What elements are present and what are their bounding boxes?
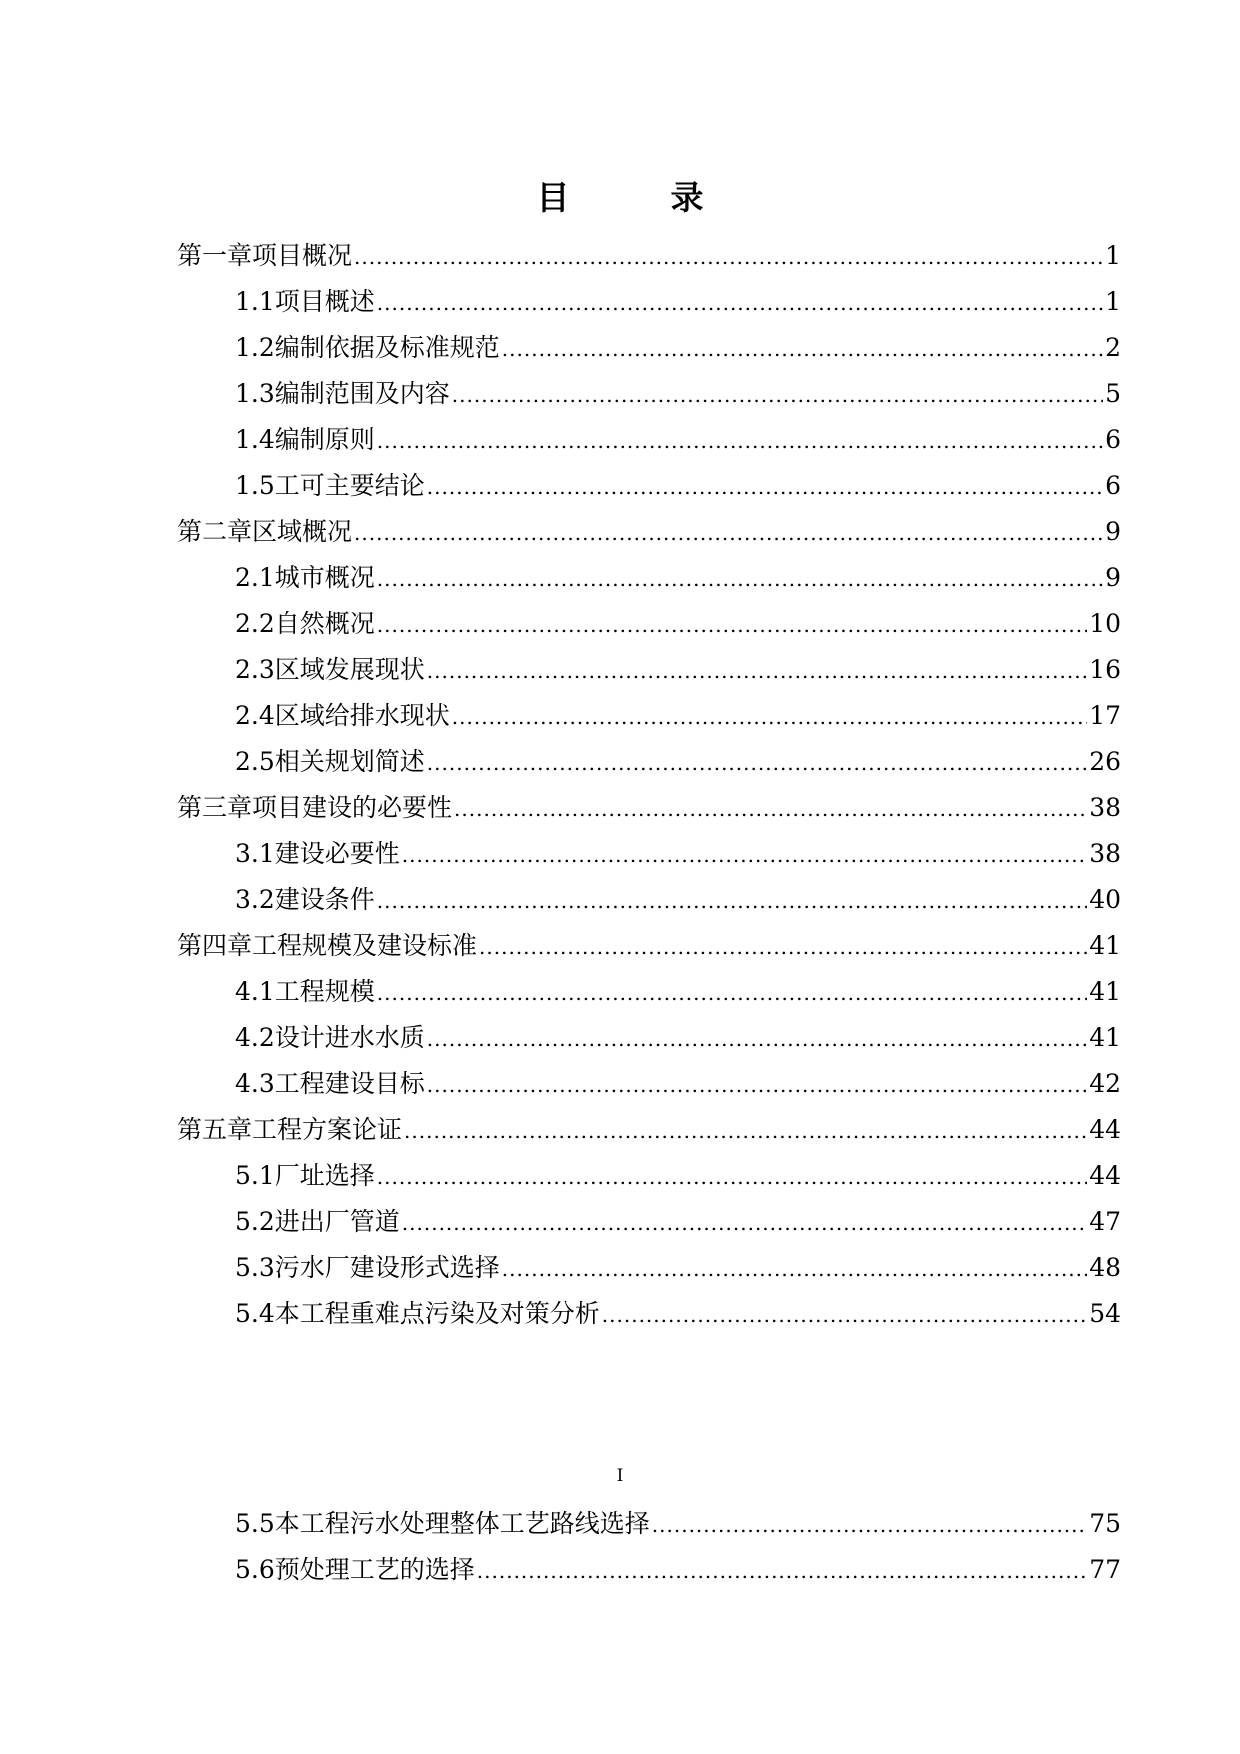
toc-number: 4.2	[235, 1023, 275, 1052]
toc-number: 第二章	[177, 517, 253, 546]
dot-leader	[452, 697, 1087, 737]
toc-label: 自然概况	[274, 609, 375, 638]
toc-entry-5-4[interactable]	[235, 1294, 1121, 1334]
toc-number: 5.3	[235, 1253, 275, 1282]
toc-label: 项目概况	[252, 241, 353, 270]
toc-number: 4.1	[235, 977, 275, 1006]
toc-entry-5-1[interactable]	[235, 1156, 1121, 1196]
dot-leader	[354, 237, 1103, 277]
toc-entry-2-3[interactable]	[235, 650, 1121, 690]
toc-entry-1-5[interactable]	[235, 466, 1121, 506]
toc-entry-5-6[interactable]	[235, 1550, 1121, 1590]
toc-page: 9	[1105, 517, 1121, 546]
toc-label: 工程规模及建设标准	[252, 931, 478, 960]
toc-number: 5.2	[235, 1207, 275, 1236]
dot-leader	[477, 1551, 1087, 1591]
toc-number: 1.4	[235, 425, 275, 454]
toc-page: 26	[1089, 747, 1121, 776]
toc-entry-1-1[interactable]	[235, 282, 1121, 322]
toc-entry-4-1[interactable]	[235, 972, 1121, 1012]
toc-entry-4-2[interactable]	[235, 1018, 1121, 1058]
toc-entry-1-2[interactable]	[235, 328, 1121, 368]
toc-number: 1.5	[235, 471, 275, 500]
toc-page: 1	[1105, 241, 1121, 270]
toc-label: 编制原则	[274, 425, 375, 454]
toc-page: 5	[1105, 379, 1121, 408]
toc-label: 厂址选择	[274, 1161, 375, 1190]
toc-number: 5.6	[235, 1555, 275, 1584]
toc-number: 2.3	[235, 655, 275, 684]
toc-entry-chapter-4[interactable]	[177, 926, 1121, 966]
dot-leader	[427, 743, 1087, 783]
toc-number: 5.5	[235, 1509, 275, 1538]
toc-label: 建设条件	[274, 885, 375, 914]
dot-leader	[377, 421, 1103, 461]
toc-label: 城市概况	[274, 563, 375, 592]
toc-label: 项目建设的必要性	[252, 793, 453, 822]
dot-leader	[427, 467, 1103, 507]
toc-entry-chapter-1[interactable]	[177, 236, 1121, 276]
toc-number: 第一章	[177, 241, 253, 270]
page-title: 目 录	[536, 178, 738, 217]
dot-leader	[354, 513, 1103, 553]
toc-entry-2-5[interactable]	[235, 742, 1121, 782]
toc-number: 3.1	[235, 839, 275, 868]
toc-label: 预处理工艺的选择	[274, 1555, 475, 1584]
toc-number: 5.1	[235, 1161, 275, 1190]
dot-leader	[404, 1111, 1087, 1151]
toc-entry-2-2[interactable]	[235, 604, 1121, 644]
toc-page: 1	[1105, 287, 1121, 316]
toc-number: 1.3	[235, 379, 275, 408]
toc-page: 77	[1089, 1555, 1121, 1584]
toc-label: 区域概况	[252, 517, 353, 546]
toc-page: 40	[1089, 885, 1121, 914]
toc-label: 工程方案论证	[252, 1115, 403, 1144]
toc-page: 42	[1089, 1069, 1121, 1098]
toc-entry-1-3[interactable]	[235, 374, 1121, 414]
toc-page: 16	[1089, 655, 1121, 684]
toc-page: 6	[1105, 425, 1121, 454]
toc-label: 相关规划简述	[274, 747, 425, 776]
toc-label: 区域发展现状	[274, 655, 425, 684]
toc-label: 工可主要结论	[274, 471, 425, 500]
dot-leader	[402, 1203, 1087, 1243]
dot-leader	[602, 1295, 1087, 1335]
toc-page: 48	[1089, 1253, 1121, 1282]
toc-label: 编制依据及标准规范	[274, 333, 500, 362]
toc-label: 本工程污水处理整体工艺路线选择	[274, 1509, 650, 1538]
toc-page: 44	[1089, 1161, 1121, 1190]
toc-number: 第五章	[177, 1115, 253, 1144]
toc-number: 第三章	[177, 793, 253, 822]
toc-page: 38	[1089, 793, 1121, 822]
toc-number: 3.2	[235, 885, 275, 914]
dot-leader	[377, 559, 1103, 599]
toc-entry-1-4[interactable]	[235, 420, 1121, 460]
toc-page: 41	[1089, 931, 1121, 960]
toc-label: 污水厂建设形式选择	[274, 1253, 500, 1282]
toc-page: 44	[1089, 1115, 1121, 1144]
toc-page: 75	[1089, 1509, 1121, 1538]
toc-page: 38	[1089, 839, 1121, 868]
toc-entry-4-3[interactable]	[235, 1064, 1121, 1104]
toc-label: 建设必要性	[274, 839, 400, 868]
dot-leader	[452, 375, 1103, 415]
toc-page: 2	[1105, 333, 1121, 362]
toc-entry-chapter-2[interactable]	[177, 512, 1121, 552]
toc-entry-5-2[interactable]	[235, 1202, 1121, 1242]
toc-number: 第四章	[177, 931, 253, 960]
dot-leader	[652, 1505, 1087, 1545]
dot-leader	[377, 1157, 1087, 1197]
toc-entry-chapter-3[interactable]	[177, 788, 1121, 828]
toc-label: 区域给排水现状	[274, 701, 450, 730]
dot-leader	[377, 881, 1087, 921]
dot-leader	[479, 927, 1087, 967]
dot-leader	[502, 329, 1103, 369]
dot-leader	[377, 283, 1103, 323]
dot-leader	[427, 651, 1087, 691]
toc-page: 17	[1089, 701, 1121, 730]
dot-leader	[377, 605, 1087, 645]
dot-leader	[377, 973, 1087, 1013]
toc-page: 47	[1089, 1207, 1121, 1236]
toc-label: 本工程重难点污染及对策分析	[274, 1299, 600, 1328]
toc-label: 设计进水水质	[274, 1023, 425, 1052]
dot-leader	[402, 835, 1087, 875]
toc-number: 1.1	[235, 287, 275, 316]
toc-entry-3-2[interactable]	[235, 880, 1121, 920]
toc-label: 工程规模	[274, 977, 375, 1006]
toc-number: 2.5	[235, 747, 275, 776]
toc-label: 工程建设目标	[274, 1069, 425, 1098]
toc-label: 进出厂管道	[274, 1207, 400, 1236]
toc-number: 1.2	[235, 333, 275, 362]
toc-entry-chapter-5[interactable]	[177, 1110, 1121, 1150]
toc-entry-2-1[interactable]	[235, 558, 1121, 598]
toc-label: 项目概述	[274, 287, 375, 316]
toc-number: 2.2	[235, 609, 275, 638]
toc-number: 4.3	[235, 1069, 275, 1098]
dot-leader	[502, 1249, 1087, 1289]
dot-leader	[454, 789, 1087, 829]
toc-number: 5.4	[235, 1299, 275, 1328]
toc-entry-3-1[interactable]	[235, 834, 1121, 874]
dot-leader	[427, 1019, 1087, 1059]
toc-entry-5-5[interactable]	[235, 1504, 1121, 1544]
toc-page: 9	[1105, 563, 1121, 592]
toc-page: 10	[1089, 609, 1121, 638]
dot-leader	[427, 1065, 1087, 1105]
toc-entry-2-4[interactable]	[235, 696, 1121, 736]
toc-page: 41	[1089, 1023, 1121, 1052]
toc-page: 6	[1105, 471, 1121, 500]
toc-page: 54	[1089, 1299, 1121, 1328]
toc-number: 2.4	[235, 701, 275, 730]
toc-page: 41	[1089, 977, 1121, 1006]
toc-label: 编制范围及内容	[274, 379, 450, 408]
toc-number: 2.1	[235, 563, 275, 592]
toc-entry-5-3[interactable]	[235, 1248, 1121, 1288]
page-number: I	[616, 1466, 624, 1486]
